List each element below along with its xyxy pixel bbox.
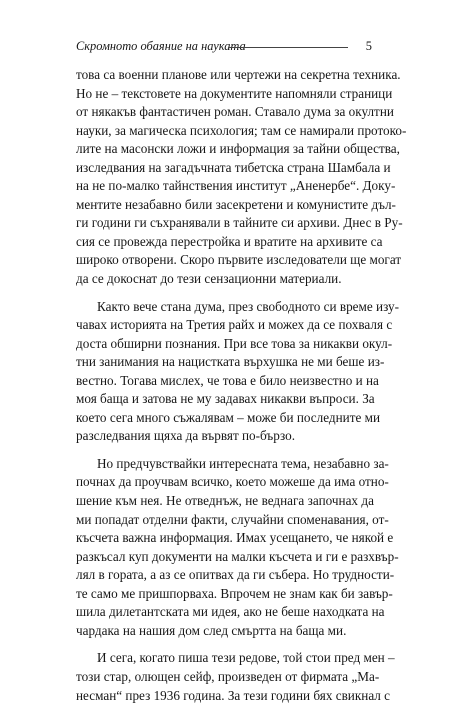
paragraph [76, 455, 374, 640]
paragraph-gap [76, 289, 374, 298]
text-line: Но предчувствайки интересната тема, незабавно за- [76, 455, 374, 474]
running-title: Скромното обаяние на науката [76, 38, 246, 54]
text-line: несман“ през 1936 година. За тези години бях свикнал с [76, 687, 374, 705]
text-line: ментите незабавно били засекретени и комунистите дъл- [76, 196, 374, 215]
paragraph [76, 298, 374, 446]
text-line: разследвания щяха да вървят по-бързо. [76, 427, 374, 446]
paragraph-gap [76, 640, 374, 649]
text-line: късчета важна информация. Имах усещането, че някой е [76, 529, 374, 548]
text-line: тни занимания на нацистката върхушка не ми беше из- [76, 353, 374, 372]
text-line: ми попадат отделни факти, случайни споменавания, от- [76, 511, 374, 530]
text-line: науки, за магическа психология; там се намирали протоко- [76, 122, 374, 141]
text-line: чавах историята на Третия райх и можех да се похваля с [76, 316, 374, 335]
text-line: това са военни планове или чертежи на секретна техника. [76, 66, 374, 85]
text-line: чардака на нашия дом след смъртта на баща ми. [76, 622, 374, 641]
text-line: почнах да проучвам всичко, което можеше да има отно- [76, 473, 374, 492]
text-line: да се докоснат до тези сензационни материали. [76, 270, 374, 289]
text-line: шила дилетантската ми идея, ако не беше находката на [76, 603, 374, 622]
paragraph-gap [76, 446, 374, 455]
text-line: И сега, когато пиша тези редове, той стои пред мен – [76, 649, 374, 668]
text-line: Както вече стана дума, през свободното си време изу- [76, 298, 374, 317]
text-line: Но не – текстовете на документите напомняли страници [76, 85, 374, 104]
header-rule [228, 47, 348, 48]
text-line: лял в гората, а аз се опитвах да ги събера. Но трудности- [76, 566, 374, 585]
text-line: широко отворени. Скоро първите изследователи ще могат [76, 251, 374, 270]
body-text [76, 66, 374, 705]
paragraph [76, 649, 374, 705]
text-line: доста обширни познания. При все това за никакви окул- [76, 335, 374, 354]
text-line: шение към нея. Не отведнъж, не веднага започнах да [76, 492, 374, 511]
text-line: моя баща и затова не му задавах никакви въпроси. За [76, 390, 374, 409]
text-line: сия се провежда перестройка и вратите на архивите са [76, 233, 374, 252]
text-line: изследвания на загадъчната тибетска страна Шамбала и [76, 159, 374, 178]
text-line: което сега много съжалявам – може би последните ми [76, 409, 374, 428]
running-header [76, 38, 374, 54]
text-line: лите на масонски ложи и информация за тайни общества, [76, 140, 374, 159]
text-line: на не по-малко тайнствения институт „Аненербе“. Доку- [76, 177, 374, 196]
text-line: те само ме пришпорваха. Впрочем не знам как би завър- [76, 585, 374, 604]
paragraph [76, 66, 374, 289]
text-line: ги години ги съхранявали в тайните си архиви. Днес в Ру- [76, 214, 374, 233]
text-line: от някакъв фантастичен роман. Ставало дума за окултни [76, 103, 374, 122]
text-line: разкъсал куп документи на малки късчета и ги е разхвър- [76, 548, 374, 567]
text-line: вестно. Тогава мислех, че това е било неизвестно и на [76, 372, 374, 391]
text-line: този стар, олющен сейф, произведен от фирмата „Ма- [76, 668, 374, 687]
page-number: 5 [366, 38, 372, 54]
